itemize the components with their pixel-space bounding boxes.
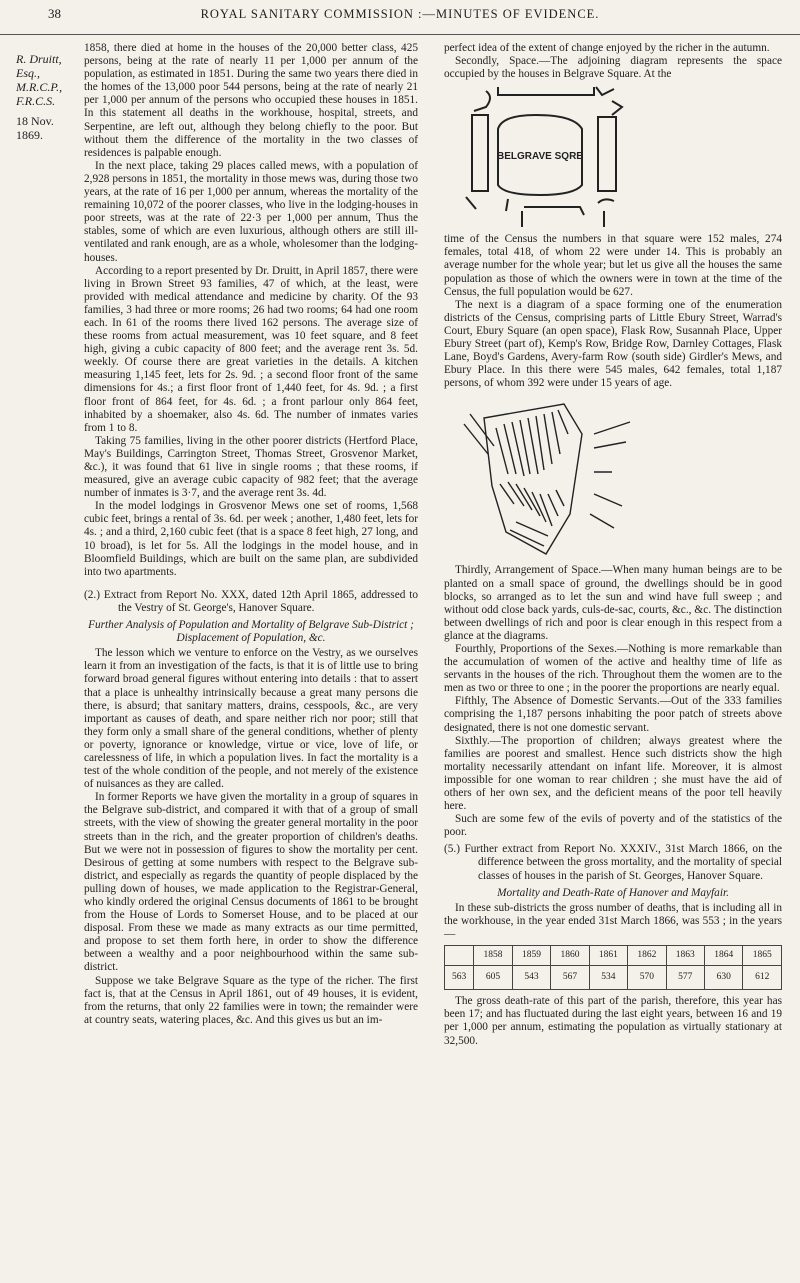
table-header-cell: 1860 — [551, 946, 589, 966]
paragraph: Suppose we take Belgrave Square as the type of the richer. The first fact is, that at the Census in April 1861, out of 49 houses, it is evident, from the returns, that only 22 families were in town; the remainder were at country seats, watering places, &c. And this gives us but an im- — [84, 974, 418, 1026]
paragraph: 1858, there died at home in the houses of the 20,000 better class, 425 persons, being at the rate of nearly 11 per 1,000 per annum of the population, as estimated in 1851. During the same two years there died in the homes of the 13,000 poor 544 persons, being at the rate of nearly 21 per 1,000 per annum of the persons who occupied these houses in 1851. In this statement all deaths in the workhouse, hospital, streets, and Serpentine, are left out, although they belong chiefly to the poor. But without them the difference of the mortality in the two classes of residences is palpable enough. — [84, 42, 418, 159]
margin-note — [16, 52, 76, 142]
table-cell: 577 — [666, 966, 704, 990]
witness-degree: F.R.C.S. — [16, 94, 56, 108]
evidence-date: 18 Nov. 1869. — [16, 114, 54, 142]
table-header-cell: 1862 — [628, 946, 666, 966]
paragraph: In the next place, taking 29 places called mews, with a population of 2,928 persons in 1851, the mortality in those mews was, during those two years, at the rate of 16 per 1,000 per annum, whereas the mortality of the remaining 10,072 of the poorer classes, who live in the lodging-houses in poor streets, was at the rate of 22·3 per 1,000 per annum, Thus the stables, some of which are even luxurious, although others are still ill-ventilated and rank enough, are as a whole, wholesomer than the lodging-houses. — [84, 159, 418, 264]
table-cell — [445, 946, 474, 966]
paragraph: In the model lodgings in Grosvenor Mews one set of rooms, 1,568 cubic feet, brings a rental of 3s. 6d. per week ; another, 1,480 feet, lets for 4s. ; and a third, 2,160 cubic feet (that is a space 8 feet high, 27 long, and 10 broad), is let for 5s. All the lodgings in the model house, and in Bloomfield Buildings, which are built on the same plan, are subdivided into two apartments. — [84, 500, 418, 578]
section-heading: Mortality and Death-Rate of Hanover and Mayfair. — [497, 886, 729, 899]
table-cell: 570 — [628, 966, 666, 990]
paragraph: time of the Census the numbers in that square were 152 males, 274 females, total 418, of whom 22 were under 14. This is probably an average number for the whole year; but let us give all the houses the same population as those of which the owners were in town at the time of the Census, the full population would be 627. — [444, 233, 782, 298]
running-title: ROYAL SANITARY COMMISSION :—MINUTES OF EVIDENCE. — [200, 7, 600, 21]
table-header-cell: 1864 — [705, 946, 743, 966]
paragraph: According to a report presented by Dr. Druitt, in April 1857, there were living in Brown Street 93 families, 47 of which, at the least, were provided with medical attendance and medicine by charity. Of the 93 families, 3 had three or more rooms; 26 had two rooms; 64 had one room each. In 61 of the rooms there lived 162 persons. The average size of these rooms from actual measurement, was 10 feet square, and 8 feet high, giving a cubic capacity of 800 feet; and the average rent 3s. 5d. weekly. Of course there are great varieties in the details. A kitchen measuring 1,145 feet, lets for 2s. 9d. ; a second floor front of the same dimensions for 4s.; a first floor front of 1,440 feet, for 4s. 9d. ; a first floor front of 864 feet, for 4s. 6d. ; a front parlour only 864 feet, inhabited by a shoemaker, also 4s. 6d. The number of inmates varies from 1 to 8. — [84, 264, 418, 434]
paragraph: perfect idea of the extent of change enjoyed by the richer in the autumn. — [444, 42, 770, 54]
diagram-label: BELGRAVE SQRE — [497, 151, 583, 163]
witness-degree: M.R.C.P., — [16, 80, 63, 94]
extract-citation: (5.) Further extract from Report No. XXXIV., 31st March 1866, on the difference between the gross mortality, and the mortality of special classes of houses in the parish of St. Georges, Hanover Square. — [444, 843, 782, 882]
right-column — [444, 42, 782, 1048]
paragraph: In former Reports we have given the mortality in a group of squares in the Belgrave sub-district, and compared it with that of a group of small streets, with the view of showing the greater general mortality in the poor streets than in the rich, and the greater proportion of children's deaths. But we were not in possession of figures to show the mortality per cent. Desirous of getting at some numbers with respect to the Belgrave sub-district, and especially as regards the quantity of people displaced by the pulling down of houses, we made application to the Registrar-General, who kindly ordered the original Census documents of 1861 to be brought from the House of Lords to Somerset House, and to be placed at our disposal. From these we made as many extracts as our time permitted, and propose to set them forth here, in order to show the difference between a wealthy and a poor neighbourhood within the same sub-district. — [84, 791, 418, 974]
paragraph: Secondly, Space.—The adjoining diagram represents the space occupied by the houses in Belgrave Square. At the — [444, 55, 782, 81]
table-cell: 605 — [474, 966, 512, 990]
section-heading: Further Analysis of Population and Mortality of Belgrave Sub-District ; Displacement of Population, &c. — [88, 619, 414, 645]
enumeration-district-diagram — [444, 394, 782, 562]
table-header-cell: 1859 — [512, 946, 550, 966]
witness-title: Esq., — [16, 66, 40, 80]
paragraph: The next is a diagram of a space forming one of the enumeration districts of the Census, comprising parts of Little Ebury Street, Warrad's Court, Ebury Square (an open space), Flask Row, Susannah Place, Upper Ebury Street (part of), Kemp's Row, Bridge Row, Darnley Cottages, Flask Lane, Boyd's Gardens, Avery-farm Row (south side) Girdler's Mews, and Ebury Place. In this there were 545 males, 642 females, total 1,187 persons, of whom 392 were under 15 years of age. — [444, 298, 782, 390]
diagram-block-top — [498, 87, 594, 95]
page-number: 38 — [48, 6, 61, 21]
paragraph: In these sub-districts the gross number of deaths, that is including all in the workhouse, in the year ended 31st March 1866, was 553 ; in the years— — [444, 901, 782, 940]
table-header-cell: 1858 — [474, 946, 512, 966]
diagram-block-left — [472, 115, 488, 191]
extract-citation: (2.) Extract from Report No. XXX, dated 12th April 1865, addressed to the Vestry of St. George's, Hanover Square. — [84, 588, 418, 614]
table-row — [445, 946, 782, 966]
diagram-district-outline — [484, 404, 582, 554]
paragraph: Thirdly, Arrangement of Space.—When many human beings are to be planted on a small space of ground, the dwellings should be in good blocks, so arranged as to let the sun and wind have full sweep ; and without odd close back yards, culs-de-sac, courts, &c., &c. The distinction between dwellings of rich and poor is clear enough in this respect from a glance at the diagrams. — [444, 564, 782, 642]
table-header-cell: 1865 — [743, 946, 782, 966]
paragraph: Sixthly.—The proportion of children; always greatest where the families are poorest and smallest. Hence such districts show the high mortality necessarily attendant on infant life. Moreover, it is almost impossible for one woman to rear children ; she must have the aid of others of her own sex, and the deficient means of the poor tell heavily here. — [444, 734, 782, 813]
table-cell: 543 — [512, 966, 550, 990]
table-cell: 534 — [589, 966, 627, 990]
table-header-cell: 1863 — [666, 946, 704, 966]
paragraph: Fifthly, The Absence of Domestic Servants.—Out of the 333 families comprising the 1,187 persons inhabiting the poor patch of streets above designated, there is not one domestic servant. — [444, 695, 782, 734]
table-cell: 567 — [551, 966, 589, 990]
deaths-table — [444, 945, 782, 990]
table-row — [445, 966, 782, 990]
paragraph: Such are some few of the evils of poverty and of the statistics of the poor. — [444, 813, 782, 839]
table-cell: 563 — [445, 966, 474, 990]
belgrave-square-diagram — [444, 85, 782, 231]
paragraph: The gross death-rate of this part of the parish, therefore, this year has been 17; and has fluctuated during the last eight years, between 16 and 19 per 1,000 per annum, estimating the population as virtually stationary at 32,500. — [444, 995, 782, 1047]
paragraph: Fourthly, Proportions of the Sexes.—Nothing is more remarkable than the accumulation of women of the active and healthy time of life as servants in the houses of the rich. Throughout them the women are to the men as two or three to one ; in the poorer the proportions are nearly equal. — [444, 642, 782, 695]
page-header — [0, 0, 800, 35]
table-header-cell: 1861 — [589, 946, 627, 966]
paragraph: Taking 75 families, living in the other poorer districts (Hertford Place, May's Buildings, Carrington Street, Thomas Street, Grosvenor Market, &c.), it was found that 61 live in single rooms ; that these rooms, if measured, give an average cubic capacity of 982 feet; that the average number of inmates is 3·7, and the average rent 3s. 4d. — [84, 434, 418, 500]
witness-name: R. Druitt, — [16, 52, 62, 66]
left-column — [84, 42, 418, 1027]
table-cell: 612 — [743, 966, 782, 990]
table-cell: 630 — [705, 966, 743, 990]
paragraph: The lesson which we venture to enforce on the Vestry, as we ourselves learn it from an investigation of the facts, is that it is of little use to bring forward broad general figures without entering into details : that to assert that a place is unhealthy intrinsically because a great many persons die there, is absurd; that sanitary matters, drains, cesspools, &c., are very important as causes of death, and spare neither rich nor poor; still that they form only a small share of the general conditions, whether of plenty or poverty, ignorance or knowledge, virtue or vice, love of life, or carelessness of life, in which a population lives. In fact the mortality is a test of the whole condition of the people, and not merely of the existence of nuisances as they are called. — [84, 647, 418, 791]
diagram-block-right — [598, 117, 616, 191]
